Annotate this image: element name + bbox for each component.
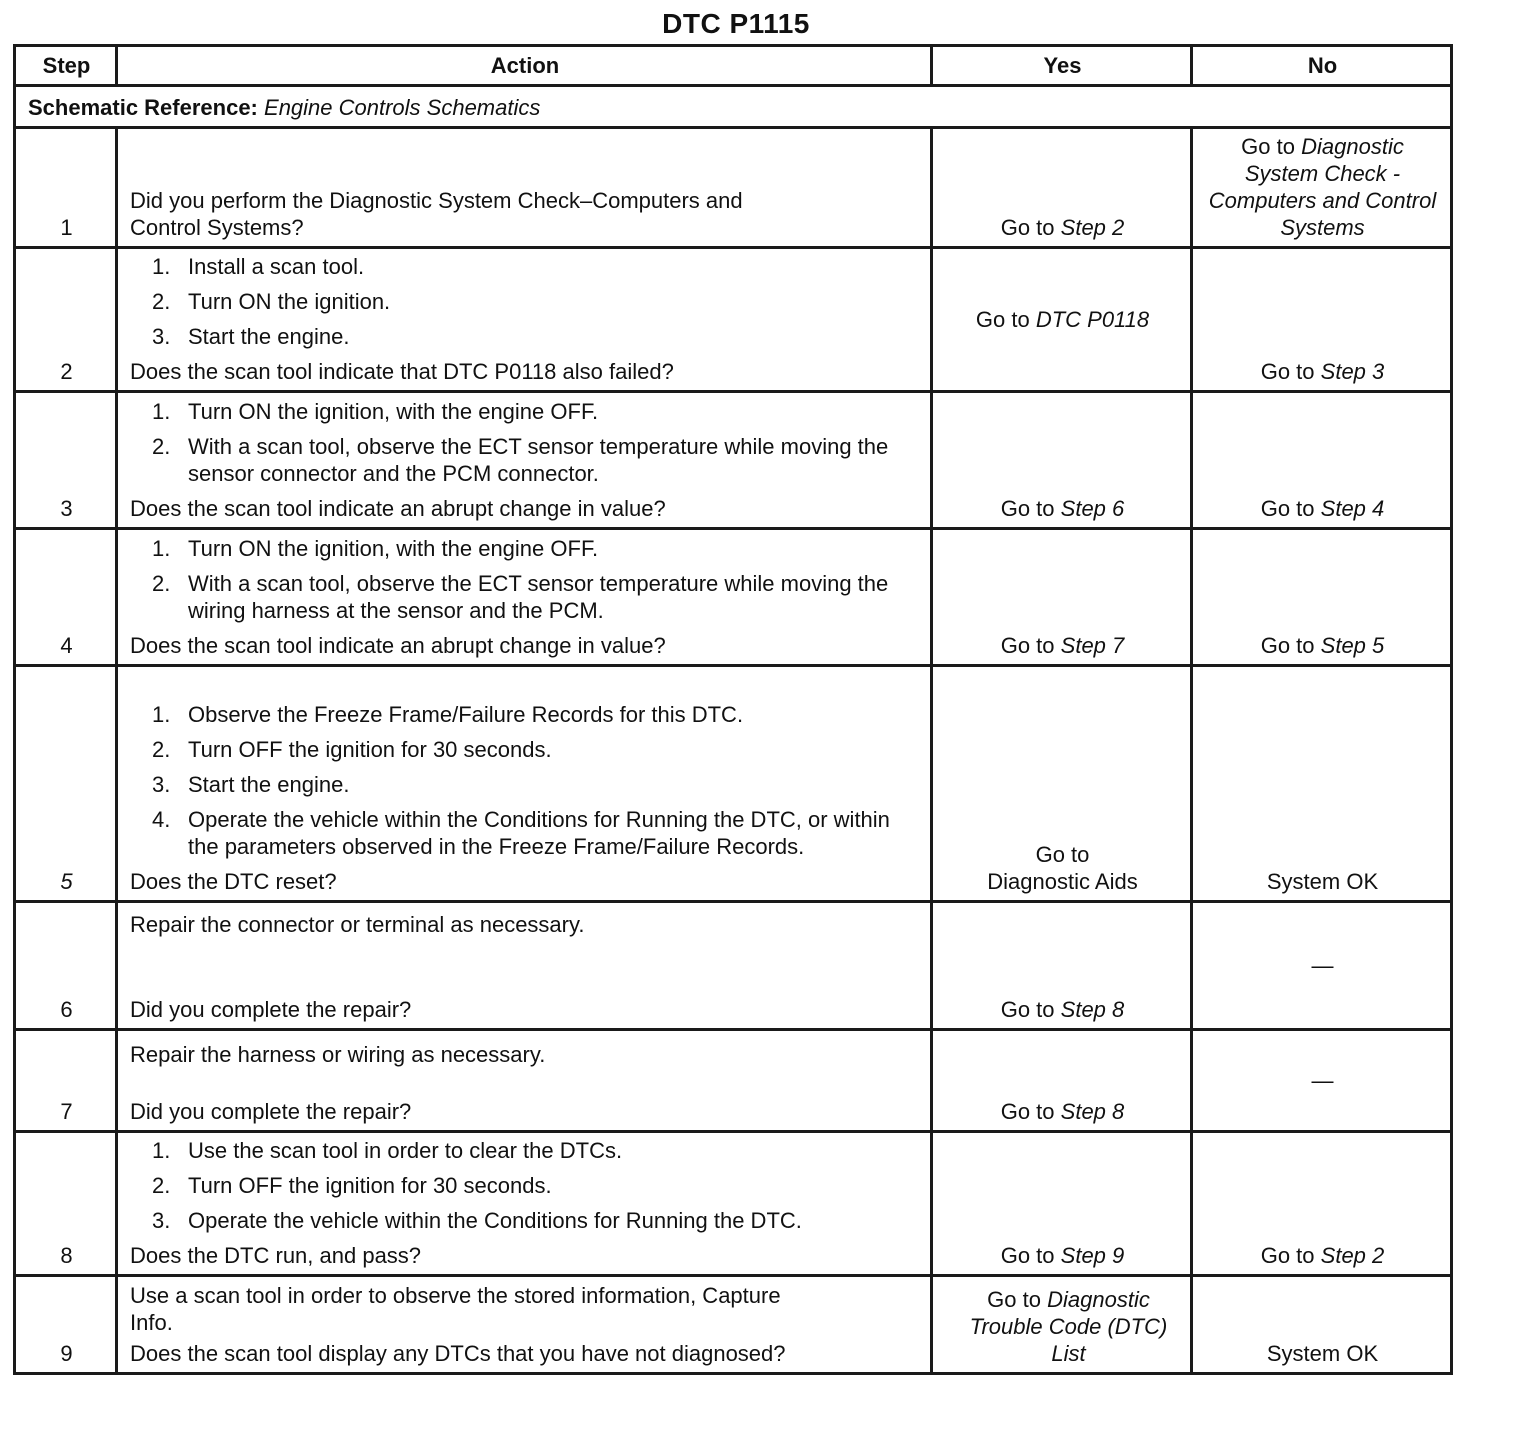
- yes-cell: [932, 1030, 1192, 1132]
- no-result-text: System OK: [1266, 1341, 1379, 1366]
- question-text: Does the scan tool indicate an abrupt change in value?: [130, 633, 666, 658]
- yes-cell: [932, 248, 1192, 392]
- yes-link[interactable]: Step 2: [1060, 215, 1125, 240]
- table-row: [15, 248, 1452, 392]
- go-to-text: Go to: [1241, 134, 1295, 159]
- yes-cell: [932, 666, 1192, 902]
- go-to-text: Go to: [1260, 1243, 1315, 1268]
- schematic-reference-value: Engine Controls Schematics: [264, 95, 541, 120]
- list-item: 1. Use the scan tool in order to clear the DTCs.: [152, 1138, 623, 1163]
- schematic-reference: [15, 86, 1452, 128]
- page-title: DTC P1115: [662, 8, 810, 39]
- no-cell: [1192, 1030, 1452, 1132]
- go-to-text: Go to: [1035, 842, 1090, 867]
- no-link[interactable]: Step 2: [1320, 1243, 1385, 1268]
- step-number: 6: [15, 902, 117, 1030]
- go-to-text: Go to: [975, 306, 1030, 332]
- table-row: [15, 1030, 1452, 1132]
- list-item: 1. Install a scan tool.: [152, 254, 365, 279]
- no-link[interactable]: Diagnostic System Check - Computers and Control Systems: [1208, 134, 1437, 240]
- table-header-row: [15, 46, 1452, 86]
- step-number: 8: [15, 1132, 117, 1276]
- list-item: 1. Turn ON the ignition, with the engine OFF.: [152, 399, 599, 424]
- action-cell: [117, 128, 932, 248]
- question-text: Does the DTC run, and pass?: [130, 1243, 422, 1268]
- table-row: [15, 1132, 1452, 1276]
- table-row: [15, 902, 1452, 1030]
- action-cell: [117, 1132, 932, 1276]
- yes-cell: [932, 1132, 1192, 1276]
- table-row: [15, 1276, 1452, 1374]
- action-cell: [117, 248, 932, 392]
- step-number: 1: [15, 128, 117, 248]
- go-to-text: Go to: [1000, 1099, 1055, 1124]
- list-item: 2. Turn ON the ignition.: [152, 289, 391, 314]
- yes-cell: [932, 529, 1192, 666]
- action-cell: [117, 1030, 932, 1132]
- yes-link[interactable]: Step 8: [1060, 997, 1125, 1022]
- header-step: Step: [15, 46, 117, 86]
- action-text: Repair the harness or wiring as necessary.: [130, 1042, 546, 1067]
- action-text: Did you perform the Diagnostic System Check–Computers and Control Systems?: [130, 188, 743, 240]
- no-cell: [1192, 902, 1452, 1030]
- list-item: 2. Turn OFF the ignition for 30 seconds.: [152, 737, 552, 762]
- diagnostic-table: [13, 44, 1453, 1375]
- go-to-text: Go to: [1260, 359, 1315, 384]
- go-to-text: Go to: [1000, 997, 1055, 1022]
- no-cell: [1192, 529, 1452, 666]
- step-number: 3: [15, 392, 117, 529]
- action-cell: [117, 666, 932, 902]
- table-row: [15, 666, 1452, 902]
- no-result-text: —: [1311, 952, 1334, 978]
- yes-cell: [932, 392, 1192, 529]
- yes-link[interactable]: DTC P0118: [1035, 306, 1150, 332]
- step-number: 9: [15, 1276, 117, 1374]
- question-text: Does the scan tool indicate an abrupt change in value?: [130, 496, 666, 521]
- step-number: 2: [15, 248, 117, 392]
- list-item: 2. With a scan tool, observe the ECT sensor temperature while moving the wiring harness at the sensor and the PCM.: [152, 571, 889, 623]
- go-to-text: Go to: [1000, 215, 1055, 240]
- action-cell: [117, 529, 932, 666]
- question-text: Does the DTC reset?: [130, 869, 337, 894]
- table-row: [15, 529, 1452, 666]
- table-row: [15, 392, 1452, 529]
- header-action: Action: [117, 46, 932, 86]
- yes-link[interactable]: Step 7: [1060, 633, 1125, 658]
- no-cell: [1192, 248, 1452, 392]
- question-text: Did you complete the repair?: [130, 1099, 412, 1124]
- schematic-reference-row: [15, 86, 1452, 128]
- question-text: Does the scan tool indicate that DTC P0118 also failed?: [130, 359, 674, 384]
- no-cell: [1192, 128, 1452, 248]
- no-link[interactable]: Step 4: [1320, 496, 1385, 521]
- yes-cell: [932, 128, 1192, 248]
- header-yes: Yes: [932, 46, 1192, 86]
- no-link[interactable]: Step 3: [1320, 359, 1385, 384]
- list-item: 3. Operate the vehicle within the Conditions for Running the DTC.: [152, 1208, 802, 1233]
- no-cell: [1192, 666, 1452, 902]
- yes-link[interactable]: Step 8: [1060, 1099, 1125, 1124]
- list-item: 3. Start the engine.: [152, 324, 350, 349]
- yes-cell: [932, 1276, 1192, 1374]
- no-cell: [1192, 1132, 1452, 1276]
- yes-link[interactable]: Diagnostic Trouble Code (DTC) List: [969, 1287, 1168, 1366]
- list-item: 4. Operate the vehicle within the Conditions for Running the DTC, or within the parameters observed in the Freeze Frame/Failure Records.: [152, 807, 890, 859]
- no-cell: [1192, 392, 1452, 529]
- action-text: Repair the connector or terminal as necessary.: [130, 912, 585, 937]
- yes-link[interactable]: Diagnostic Aids: [987, 869, 1138, 894]
- list-item: 2. Turn OFF the ignition for 30 seconds.: [152, 1173, 552, 1198]
- step-number: 4: [15, 529, 117, 666]
- question-text: Did you complete the repair?: [130, 997, 412, 1022]
- list-item: 3. Start the engine.: [152, 772, 350, 797]
- go-to-text: Go to: [1000, 633, 1055, 658]
- header-no: No: [1192, 46, 1452, 86]
- question-text: Does the scan tool display any DTCs that you have not diagnosed?: [130, 1341, 786, 1366]
- go-to-text: Go to: [1000, 1243, 1055, 1268]
- action-cell: [117, 1276, 932, 1374]
- no-cell: [1192, 1276, 1452, 1374]
- go-to-text: Go to: [1260, 496, 1315, 521]
- no-link[interactable]: Step 5: [1320, 633, 1385, 658]
- yes-link[interactable]: Step 9: [1060, 1243, 1125, 1268]
- table-row: [15, 128, 1452, 248]
- list-item: 1. Observe the Freeze Frame/Failure Records for this DTC.: [152, 702, 744, 727]
- step-number: 7: [15, 1030, 117, 1132]
- list-item: 2. With a scan tool, observe the ECT sensor temperature while moving the sensor connector and the PCM connector.: [152, 434, 889, 486]
- list-item: 1. Turn ON the ignition, with the engine OFF.: [152, 536, 599, 561]
- yes-cell: [932, 902, 1192, 1030]
- go-to-text: Go to: [987, 1287, 1041, 1312]
- action-cell: [117, 392, 932, 529]
- no-result-text: System OK: [1266, 869, 1379, 894]
- no-result-text: —: [1311, 1067, 1334, 1093]
- schematic-reference-label: Schematic Reference:: [28, 95, 258, 120]
- step-number: 5: [15, 666, 117, 902]
- action-text: Use a scan tool in order to observe the stored information, Capture Info.: [130, 1283, 781, 1335]
- yes-link[interactable]: Step 6: [1060, 496, 1125, 521]
- go-to-text: Go to: [1000, 496, 1055, 521]
- action-cell: [117, 902, 932, 1030]
- go-to-text: Go to: [1260, 633, 1315, 658]
